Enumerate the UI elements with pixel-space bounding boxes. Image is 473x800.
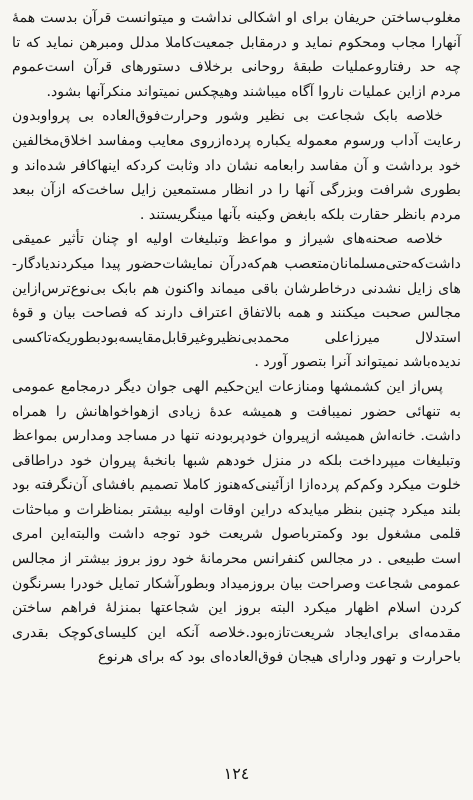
paragraph-4: پس‌از این کشمشها ومنازعات این‌حکیم الهی جوان دیگر درمجامع عمومی به تنهائی حضور نمیبافت و همیشه عدهٔ زیادی ازهواخواهانش را همراه داشت. خانه‌اش همیشه ازپیروان خودپربودنه تنها در مساجد ومدارس بمواعظ وتبلیغات میپرداخت بلکه در منزل خودهم شبها بانخبهٔ پیروان خود دراطاقی خلوت میکرد وکم‌کم پرده‌ازا ازآئینی‌که‌هنوز کاملا تصمیم بافشای آن‌نگرفته بود بلند میکرد چنین بنظر میایدکه دراین اوقات اولیه بیشتر بمناظرات و مباحثات قلمی مشغول بود وکمتربا‌صول شریعت خود توجه داشت والبته‌این امری است طبیعی . در مجالس کنفرانس محرمانهٔ خود روز بروز بیشتر از مجالس عمومی شجاعت وصراحت بیان بروزمیداد وبطورآشکار تمایل خودرا بسرنگون کردن اسلام اظهار میکرد البته بروز این شجاعتها بمنزلهٔ فراهم ساختن مقدمه‌ای برای‌ایجاد شریعت‌تازه‌بود.خلاصه آنکه این کلیسای‌کوچک بقدری باحرارت و تهور ودارای هیجان فوق‌العاده‌ای بود که برای هرنوع [12, 378, 461, 666]
page-body-text [12, 6, 461, 670]
page-number: ١٢٤ [223, 764, 250, 783]
paragraph-3: خلاصه صحنه‌های شیراز و مواعظ وتبلیغات اولیه او چنان تأثیر عمیقی داشت‌که‌حتی‌مسلمانان‌متعصب هم‌که‌درآن نمایشات‌حضور پیدا میکردندیادگار- های زایل نشدنی درخاطرشان باقی میماند واکنون هم بابک بی‌نوع‌ترس‌ازاین مجالس صحبت میکنند و همه بالاتفاق اعتراف دارند که فصاحت بیان و قوهٔ استدلال میرزاعلی محمدبی‌نظیروغیرقابل‌مقایسه‌بودبطوریکه‌تاکسی ندیده‌باشد نمیتواند آنرا بتصور آورد . [12, 231, 461, 371]
paragraph-2: خلاصه بابک شجاعت بی نظیر وشور وحرارت‌فوق‌العاده بی پرواوبدون رعایت آداب ورسوم معموله یکباره پرده‌ازروی معایب ومفاسد اخلاق‌مخالفین خود برداشت و آن مفاسد رابعامه نشان داد وثابت کردکه اینهاکافر شده‌اند و بطوری شرافت وبزرگی آنها را در انظار مستمعین زایل ساخت‌که ازآن ببعد مردم بانظر حقارت بلکه بابغض وکینه بآنها مینگریستند . [12, 108, 461, 223]
paragraph-1: مغلوب‌ساختن حریفان برای او اشکالی نداشت و میتوانست قرآن بدست همهٔ آنهارا مجاب ومحکوم نماید و درمقابل جمعیت‌کاملا مدلل ومبرهن نماید که تا چه حد رفتاروعملیات طبقهٔ روحانی برخلاف دستورهای قرآن است‌عموم مردم ازاین عملیات ناروا آگاه میباشند وهیچکس نمیتواند منکرآنها بشود. [12, 10, 461, 100]
